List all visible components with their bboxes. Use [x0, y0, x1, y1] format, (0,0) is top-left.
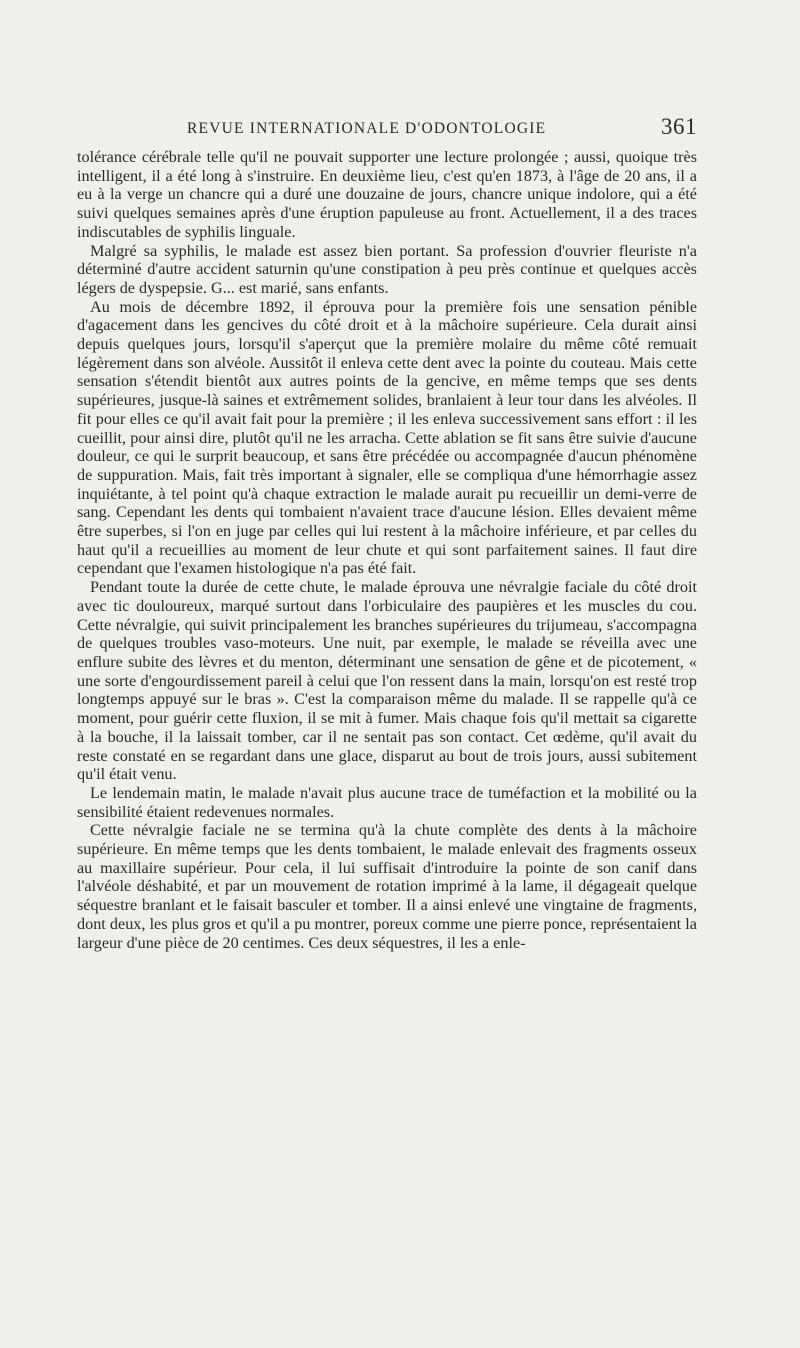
paragraph: Au mois de décembre 1892, il éprouva pour la première fois une sensation pénible d'agacement dans les gencives du côté droit et à la mâchoire supérieure. Cela durait ainsi depuis quelques jours, lorsqu'il s'aperçut que la première molaire du même côté remuait légèrement dans son alvéole. Aussitôt il enleva cette dent avec la pointe du couteau. Mais cette sensation s'étendit bientôt aux autres points de la gencive, en même temps que ses dents supérieures, jusque-là saines et extrêmement solides, branlaient à leur tour dans les alvéoles. Il fit pour elles ce qu'il avait fait pour la première ; il les enleva successivement sans effort : il les cueillit, pour ainsi dire, plutôt qu'il ne les arracha. Cette ablation se fit sans être suivie d'aucune douleur, ce qui le surprit beaucoup, et sans être précédée ou accompagnée d'aucun phénomène de suppuration. Mais, fait très important à signaler, elle se compliqua d'une hémorrhagie assez inquiétante, à tel point qu'à chaque extraction le malade aurait pu recueillir un demi-verre de sang. Cependant les dents qui tombaient n'avaient trace d'aucune lésion. Elles devaient même être superbes, si l'on en juge par celles qui lui restent à la mâchoire inférieure, et par celles du haut qu'il a recueillies au moment de leur chute et qui sont parfaitement saines. Il faut dire cependant que l'examen histologique n'a pas été fait. — [77, 297, 697, 578]
body-text — [77, 148, 697, 952]
paragraph: Malgré sa syphilis, le malade est assez bien portant. Sa profession d'ouvrier fleuriste n'a déterminé d'autre accident saturnin qu'une constipation à peu près continue et quelques accès légers de dyspepsie. G... est marié, sans enfants. — [77, 241, 697, 297]
journal-title: REVUE INTERNATIONALE D'ODONTOLOGIE — [187, 120, 547, 137]
paragraph: Pendant toute la durée de cette chute, le malade éprouva une névralgie faciale du côté droit avec tic douloureux, marqué surtout dans l'orbiculaire des paupières et les muscles du cou. Cette névralgie, qui suivit principalement les branches supérieures du trijumeau, s'accompagna de quelques troubles vaso-moteurs. Une nuit, par exemple, le malade se réveilla avec une enflure subite des lèvres et du menton, déterminant une sensation de gêne et de picotement, « une sorte d'engourdissement pareil à celui que l'on ressent dans la main, lorsqu'on est resté trop longtemps appuyé sur le bras ». C'est la comparaison même du malade. Il se rappelle qu'à ce moment, pour guérir cette fluxion, il se mit à fumer. Mais chaque fois qu'il mettait sa cigarette à la bouche, il la laissait tomber, car il ne sentait pas son contact. Cet œdème, qu'il avait du reste constaté en se regardant dans une glace, disparut au bout de trois jours, aussi subitement qu'il était venu. — [77, 578, 697, 784]
paragraph: Le lendemain matin, le malade n'avait plus aucune trace de tuméfaction et la mobilité ou la sensibilité étaient redevenues normales. — [77, 783, 697, 821]
page-number: 361 — [661, 114, 697, 139]
running-head — [77, 114, 697, 144]
paragraph: Cette névralgie faciale ne se termina qu'à la chute complète des dents à la mâchoire supérieure. En même temps que les dents tombaient, le malade enlevait des fragments osseux au maxillaire supérieur. Pour cela, il lui suffisait d'introduire la pointe de son canif dans l'alvéole déshabité, et par un mouvement de rotation imprimé à la lame, il dégageait quelque séquestre branlant et le faisait basculer et tomber. Il a ainsi enlevé une vingtaine de fragments, dont deux, les plus gros et qu'il a pu montrer, poreux comme une pierre ponce, représentaient la largeur d'une pièce de 20 centimes. Ces deux séquestres, il les a enle- — [77, 821, 697, 952]
paragraph: tolérance cérébrale telle qu'il ne pouvait supporter une lecture prolongée ; aussi, quoique très intelligent, il a été long à s'instruire. En deuxième lieu, c'est qu'en 1873, à l'âge de 20 ans, il a eu à la verge un chancre qui a duré une douzaine de jours, chancre unique indolore, qui a été suivi quelques semaines après d'une éruption papuleuse au front. Actuellement, il a des traces indiscutables de syphilis linguale. — [77, 148, 697, 241]
